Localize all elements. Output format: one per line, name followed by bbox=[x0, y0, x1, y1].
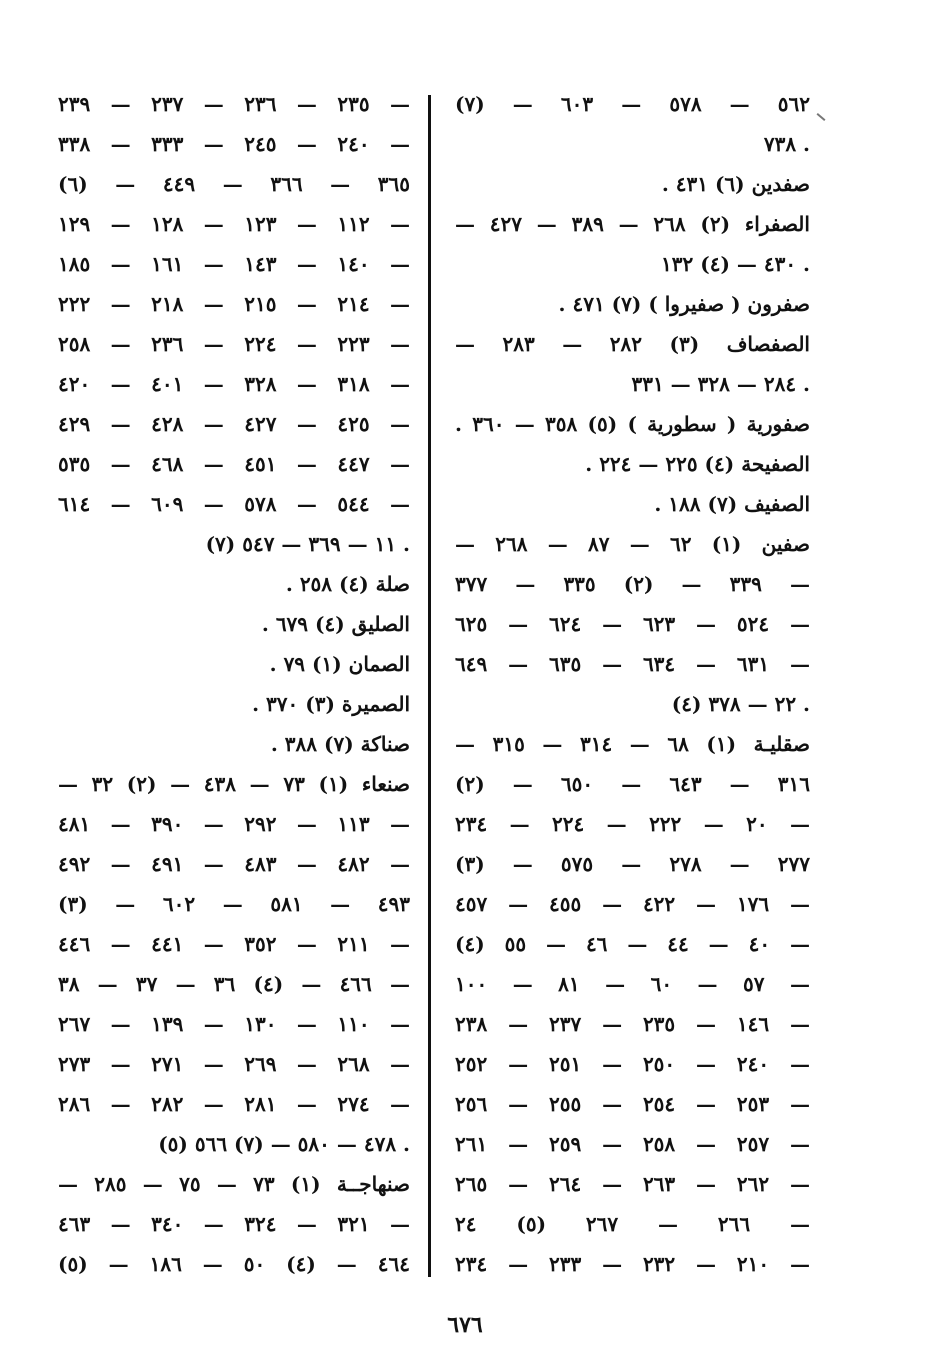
index-entry-line: الصمان (١) ٧٩ . bbox=[269, 652, 410, 676]
index-entry-line: ٥٢٤ — ٦٢٣ — ٦٢٤ — ٦٢٥ — bbox=[455, 612, 810, 636]
index-entry-line: ٦٣١ — ٦٣٤ — ٦٣٥ — ٦٤٩ — bbox=[455, 652, 810, 676]
index-entry-line: (٤) ٢٢ — ٣٧٨ . bbox=[671, 692, 810, 716]
index-entry-line: ٢٧٧ — ٢٧٨ — ٥٧٥ — (٣) bbox=[455, 852, 810, 876]
stray-mark bbox=[817, 113, 826, 121]
index-entry-line: الصفيحة (٤) ٢٢٥ — ٢٢٤ . bbox=[585, 452, 810, 476]
index-entry-line: (٧) ١١ — ٣٦٩ — ٥٤٧ . bbox=[205, 532, 410, 556]
index-entry-line: ٢٧٤ — ٢٨١ — ٢٨٢ — ٢٨٦ — bbox=[58, 1092, 410, 1116]
index-entry-line: الصفيف (٧) ١٨٨ . bbox=[654, 492, 810, 516]
index-entry-line: صفين (١) ٦٢ — ٨٧ — ٢٦٨ — bbox=[455, 532, 810, 556]
index-entry-line: ٢٦٨ — ٢٦٩ — ٢٧١ — ٢٧٣ — bbox=[58, 1052, 410, 1076]
column-divider bbox=[428, 95, 431, 1277]
index-entry-line: ٢٥٧ — ٢٥٨ — ٢٥٩ — ٢٦١ — bbox=[455, 1132, 810, 1156]
index-entry-line: ٤٢٥ — ٤٢٧ — ٤٢٨ — ٤٢٩ — bbox=[58, 412, 410, 436]
index-entry-line: ٢٤٠ — ٢٤٥ — ٣٣٣ — ٣٣٨ — bbox=[58, 132, 410, 156]
index-entry-line: صنعاء (١) ٧٣ — ٤٣٨ — (٢) ٣٢ — bbox=[58, 772, 410, 796]
index-entry-line: ٥٦٢ — ٥٧٨ — ٦٠٣ — (٧) bbox=[455, 92, 810, 116]
index-entry-line: ٢٨٤ — ٣٢٨ — ٣٣١ . bbox=[631, 372, 810, 396]
index-entry-line: ٤٦٦ — (٤) ٣٦ — ٣٧ — ٣٨ — bbox=[58, 972, 410, 996]
index-entry-line: (٥) ٤٧٨ — ٥٨٠ — (٧) ٥٦٦ . bbox=[158, 1132, 410, 1156]
index-entry-line: ٢٤٠ — ٢٥٠ — ٢٥١ — ٢٥٢ — bbox=[455, 1052, 810, 1076]
index-entry-line: ٣١٨ — ٣٢٨ — ٤٠١ — ٤٢٠ — bbox=[58, 372, 410, 396]
index-entry-line: صفورية ( سطورية ) (٥) ٣٥٨ — ٣٦٠ . bbox=[455, 412, 810, 436]
index-entry-line: ٣٣٩ — (٢) ٣٣٥ — ٣٧٧ — bbox=[455, 572, 810, 596]
index-entry-line: ٢١٠ — ٢٣٢ — ٢٣٣ — ٢٣٤ — bbox=[455, 1252, 810, 1276]
index-entry-line: الصفراء (٢) ٢٦٨ — ٣٨٩ — ٤٢٧ — bbox=[455, 212, 810, 236]
index-entry-line: ٢٠ — ٢٢٢ — ٢٢٤ — ٢٣٤ — bbox=[455, 812, 810, 836]
index-entry-line: ٤٩٣ — ٥٨١ — ٦٠٢ — (٣) bbox=[58, 892, 410, 916]
index-entry-line: ٤٤٧ — ٤٥١ — ٤٦٨ — ٥٣٥ — bbox=[58, 452, 410, 476]
index-entry-line: ٢٢٣ — ٢٢٤ — ٢٣٦ — ٢٥٨ — bbox=[58, 332, 410, 356]
index-entry-line: ٧٣٨ . bbox=[763, 132, 810, 156]
index-entry-line: صلة (٤) ٢٥٨ . bbox=[285, 572, 410, 596]
index-entry-line: صفرون ( صفيروا ) (٧) ٤٧١ . bbox=[558, 292, 810, 316]
index-entry-line: الصميرة (٣) ٣٧٠ . bbox=[252, 692, 410, 716]
right-index-column bbox=[455, 88, 810, 1288]
index-entry-line: صنهاجــة (١) ٧٣ — ٧٥ — ٢٨٥ — bbox=[58, 1172, 410, 1196]
index-entry-line: صقليـة (١) ٦٨ — ٣١٤ — ٣١٥ — bbox=[455, 732, 810, 756]
index-entry-line: ٢٥٣ — ٢٥٤ — ٢٥٥ — ٢٥٦ — bbox=[455, 1092, 810, 1116]
index-entry-line: الصفصاف (٣) ٢٨٢ — ٢٨٣ — bbox=[455, 332, 810, 356]
index-entry-line: ٣٦٥ — ٣٦٦ — ٤٤٩ — (٦) bbox=[58, 172, 410, 196]
index-entry-line: ١٧٦ — ٤٢٢ — ٤٥٥ — ٤٥٧ — bbox=[455, 892, 810, 916]
index-entry-line: ٤٣٠ — (٤) ١٣٢ . bbox=[661, 252, 810, 276]
index-entry-line: ٢٣٥ — ٢٣٦ — ٢٣٧ — ٢٣٩ — bbox=[58, 92, 410, 116]
index-entry-line: صناكة (٧) ٣٨٨ . bbox=[270, 732, 410, 756]
index-entry-line: ١٤٦ — ٢٣٥ — ٢٣٧ — ٢٣٨ — bbox=[455, 1012, 810, 1036]
index-entry-line: ٢٦٦ — ٢٦٧ (٥) ٢٤ — bbox=[455, 1212, 810, 1236]
index-entry-line: صفدين (٦) ٤٣١ . bbox=[661, 172, 810, 196]
index-entry-line: ٢٦٢ — ٢٦٣ — ٢٦٤ — ٢٦٥ — bbox=[455, 1172, 810, 1196]
index-entry-line: ١١٢ — ١٢٣ — ١٢٨ — ١٢٩ — bbox=[58, 212, 410, 236]
index-entry-line: ٤٨٢ — ٤٨٣ — ٤٩١ — ٤٩٢ — bbox=[58, 852, 410, 876]
index-entry-line: الصليق (٤) ٦٧٩ . bbox=[261, 612, 410, 636]
index-entry-line: ٢١١ — ٣٥٢ — ٤٤١ — ٤٤٦ — bbox=[58, 932, 410, 956]
index-entry-line: ٢١٤ — ٢١٥ — ٢١٨ — ٢٢٢ — bbox=[58, 292, 410, 316]
index-entry-line: ٥٧ — ٦٠ — ٨١ — ١٠٠ — bbox=[455, 972, 810, 996]
index-entry-line: ٤٦٤ — (٤) ٥٠ — ١٨٦ — (٥) bbox=[58, 1252, 410, 1276]
index-entry-line: ١١٠ — ١٣٠ — ١٣٩ — ٢٦٧ — bbox=[58, 1012, 410, 1036]
index-entry-line: ٣١٦ — ٦٤٣ — ٦٥٠ — (٢) bbox=[455, 772, 810, 796]
left-index-column bbox=[58, 88, 410, 1288]
index-entry-line: ٥٤٤ — ٥٧٨ — ٦٠٩ — ٦١٤ — bbox=[58, 492, 410, 516]
index-entry-line: (٤) ٤٠ — ٤٤ — ٤٦ — ٥٥ — bbox=[455, 932, 810, 956]
index-entry-line: ١١٣ — ٢٩٢ — ٣٩٠ — ٤٨١ — bbox=[58, 812, 410, 836]
index-entry-line: ٣٢١ — ٣٢٤ — ٣٤٠ — ٤٦٣ — bbox=[58, 1212, 410, 1236]
page-number: ٦٧٦ bbox=[447, 1312, 483, 1338]
index-entry-line: ١٤٠ — ١٤٣ — ١٦١ — ١٨٥ — bbox=[58, 252, 410, 276]
